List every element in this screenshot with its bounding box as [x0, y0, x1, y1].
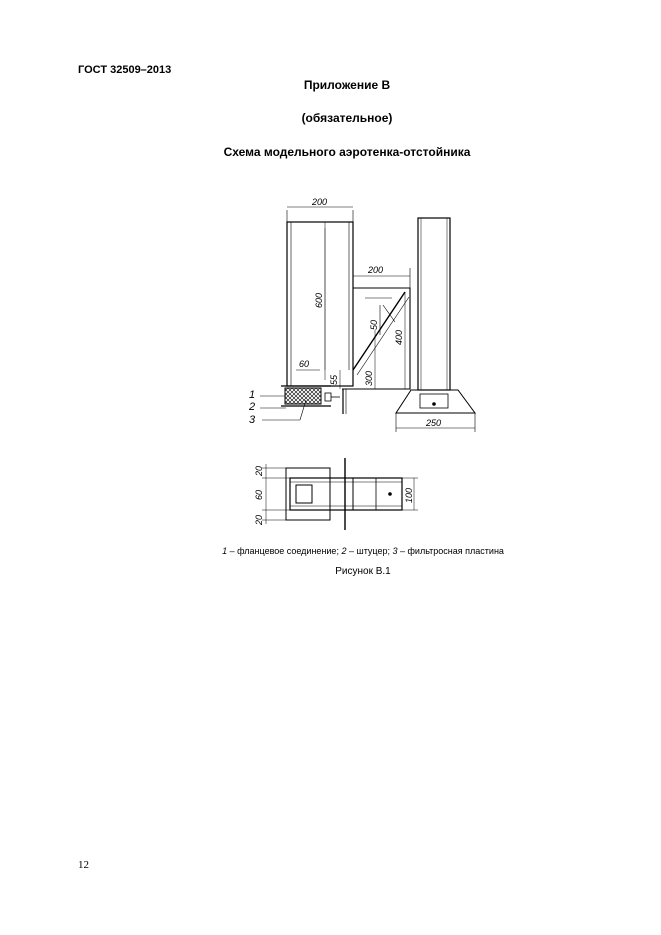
dim-60-plan: 60: [254, 489, 264, 500]
dim-200-right: 200: [368, 265, 384, 275]
standard-number: ГОСТ 32509–2013: [78, 64, 172, 76]
figure-title: Схема модельного аэротенка-отстойника: [223, 145, 471, 159]
figure-caption: Рисунок В.1: [335, 566, 391, 577]
annex-title: Приложение В: [303, 78, 391, 92]
dim-100: 100: [404, 487, 414, 503]
plan-dimensions: [254, 466, 414, 526]
legend-num-2: 2: [341, 546, 347, 556]
dim-250: 250: [426, 418, 442, 428]
dim-600: 600: [314, 292, 324, 308]
dim-200-top: 200: [312, 197, 328, 207]
dim-300: 300: [364, 370, 374, 386]
callout-1: 1: [249, 389, 256, 401]
legend-text-3: – фильтросная пластина: [397, 546, 504, 556]
page-number: 12: [78, 859, 89, 871]
dim-60: 60: [299, 359, 310, 369]
legend-num-1: 1: [222, 546, 228, 556]
filter-plate: [285, 388, 321, 404]
dim-55: 55: [329, 374, 339, 385]
callout-3: 3: [249, 414, 256, 426]
figure-legend: [0, 546, 661, 556]
column-base: [396, 390, 475, 413]
legend-text-2: – штуцер;: [346, 546, 393, 556]
elevation-dimensions: [248, 197, 441, 428]
callout-2: 2: [249, 401, 256, 413]
annex-status: (обязательное): [301, 111, 393, 125]
plan-view: [262, 458, 418, 530]
right-column: [418, 218, 450, 390]
dim-400: 400: [394, 329, 404, 345]
legend-text-1: – фланцевое соединение;: [227, 546, 342, 556]
elevation-view: [260, 207, 475, 432]
dim-20-bottom: 20: [254, 514, 264, 525]
dim-50: 50: [369, 319, 379, 330]
legend-num-3: 3: [392, 546, 398, 556]
dim-20-top: 20: [254, 465, 264, 476]
plan-body: [290, 478, 402, 510]
